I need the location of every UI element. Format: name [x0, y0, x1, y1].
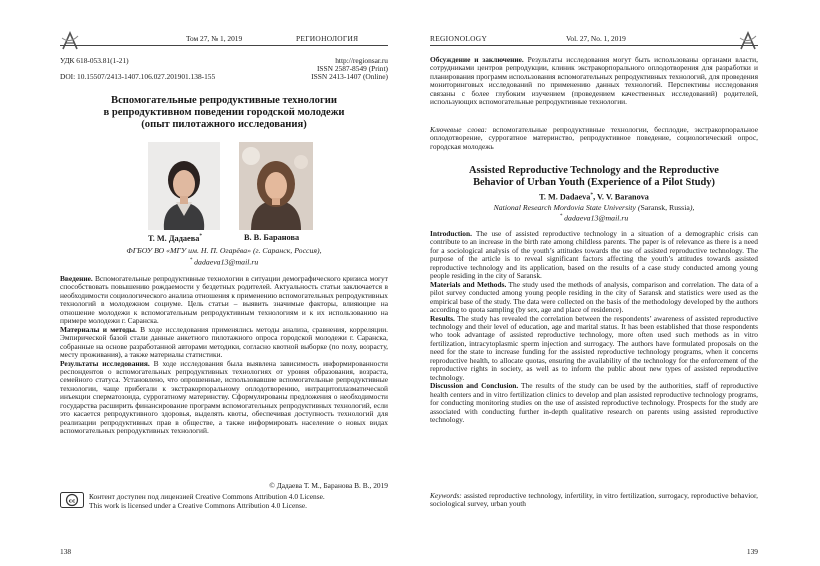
page-number: 139 — [746, 547, 758, 556]
affiliation-en: National Research Mordovia State University (Saransk, Russia), * dadaeva13@mail.ru — [493, 203, 695, 223]
creative-commons-icon[interactable] — [60, 492, 84, 508]
journal-url[interactable]: http://regionsar.ru — [335, 56, 388, 65]
article-title-en — [430, 165, 758, 189]
email-link[interactable]: dadaeva13@mail.ru — [564, 214, 629, 223]
license-text: Контент доступен под лицензией Creative Commons Attribution 4.0 License. This work is licensed under a Creative Commons Attribution 4.0 License. — [89, 492, 325, 510]
issn-online: ISSN 2413-1407 (Online) — [311, 72, 388, 81]
author-1: Т. М. Дадаева* — [148, 233, 203, 243]
title-line: в репродуктивном поведении городской молодежи — [103, 107, 345, 118]
abstract-ru: Введение. Вспомогательные репродуктивные технологии в ситуации демографического кризиса могут способствовать повышению рождаемости у бездетных родителей. Актуальность статьи заключается в необходимости социологического анализа отношения к применению вспомогательных репродуктивных технологий в молодежном социуме. Цель статьи – выявить значимые факторы, влияющие на отношение молодежи к вспомогательным репродуктивным технологиям и к их использованию на примере молодежи г. Саранска. Материалы и методы. В ходе исследования применялись методы анализа, сравнения, корреляции. Эмпирической базой стали данные анкетного пилотажного опроса городской молодежи г. Саранска, собранные на основе разработанной авторами методики, согласно квотной выборке (по полу, возрасту, месту проживания), а также материалы статистики. Результаты исследования. В ходе исследования была выявлена зависимость информированности респондентов о вспомогательных репродуктивных технологиях от уровня образования, возраста, семейного статуса. Установлено, что опрошенные, использовавшие вспомогательные репродуктивные технологии, чаще прибегали к экстракорпоральному оплодотворению, интрацитоплазматической инъекции сперматозоида, суррогатному материнству. Сформулированы предложения о необходимости государства расширить финансирование программ вспомогательных репродуктивных технологий, если это касается репродуктивного здоровья, выделять квоты, обеспечивая доступность технологий для реализации репродуктивных прав в обществе, а также информировать население о новых видах вспомогательных репродуктивных технологий. — [60, 274, 389, 436]
email-link[interactable]: dadaeva13@mail.ru — [194, 257, 259, 267]
header-journal: РЕГИОНОЛОГИЯ — [296, 34, 359, 43]
header-rule — [430, 45, 758, 46]
keywords-label: Keywords: — [430, 491, 462, 500]
discussion-label: Discussion and Conclusion. — [430, 381, 519, 391]
journal-logo-icon — [60, 30, 80, 52]
intro-label: Введение. — [60, 274, 93, 283]
right-page — [410, 0, 820, 566]
authors-en: T. M. Dadaeva*, V. V. Baranova — [539, 192, 649, 202]
title-line: Assisted Reproductive Technology and the Reproductive — [469, 165, 719, 176]
discussion-ru: Обсуждение и заключение. Результаты исследования могут быть использованы органами власти, сотрудниками центров репродукции, клиник экстракорпорального оплодотворения для разработки и планирования программ использования вспомогательных репродуктивных технологий, для проведения мониторинговых исследований по применению данных технологий. Перспективы исследования связаны с более глубоким изучением (проведением качественных исследований) родителей, использующих вспомогательные репродуктивные технологии. — [430, 55, 758, 107]
copyright: © Дадаева Т. М., Баранова В. В., 2019 — [269, 481, 388, 490]
header-volume: Том 27, № 1, 2019 — [186, 34, 243, 43]
discussion-label: Обсуждение и заключение. — [430, 55, 524, 64]
issn-print: ISSN 2587-8549 (Print) — [316, 64, 388, 73]
doi: DOI: 10.15507/2413-1407.106.027.201901.138-155 — [60, 72, 216, 81]
affiliation-ru: ФГБОУ ВО «МГУ им. Н. П. Огарёва» (г. Саранск, Россия), * dadaeva13@mail.ru — [126, 246, 322, 267]
author-2: В. В. Баранова — [244, 233, 300, 242]
keywords-en: Keywords: assisted reproductive technology, infertility, in vitro fertilization, surrogacy, reproductive behavior, sociological survey, urban youth — [430, 491, 758, 509]
journal-logo-icon — [738, 30, 758, 52]
udk: УДК 618-053.81(1-21) — [60, 56, 129, 65]
author-photo-dadaeva — [148, 142, 220, 230]
intro-label: Introduction. — [430, 229, 472, 238]
methods-label: Materials and Methods. — [430, 279, 507, 289]
title-line: (опыт пилотажного исследования) — [141, 119, 307, 130]
results-label: Результаты исследования. — [60, 358, 150, 368]
header-journal: REGIONOLOGY — [430, 34, 488, 43]
abstract-en: Introduction. The use of assisted reproductive technology in a situation of a demographic crisis can contribute to an increase in the birth rate among childless parents. The paper is of relevance as there is a need for a sociological analysis of the youth’s attitudes towards the use of assisted reproductive technology. The purpose of the article is to reveal significant factors affecting the youth’s attitudes towards assisted reproductive technology and its application, based on the results of a case study conducted among young people residing in the city of Saransk. Materials and Methods. The study used the methods of analysis, comparison and correlation. The data of a pilot survey conducted among young people residing in the city of Saransk and statistics were used as the empirical base of the study. The data were collected on the basis of the methodology developed by the authors according to quota sampling (by sex, age and place of residence). Results. The study has revealed the correlation between the respondents’ awareness of assisted reproductive technology and their level of education, age and marital status. It has been established that those respondents who took advantage of assisted reproductive technology, more often used such methods as in vitro fertilization, intracytoplasmic sperm injection and surrogacy. The authors have formulated proposals on the need for the state to increase funding for the assisted reproductive technology programs, when it concerns reproductive health, to allocate quotas, ensuring the availability of the technology for the enforcement of the reproductive rights in society, as well as to inform the public about new types of assisted reproductive technology. Discussion and Conclusion. The results of the study can be used by the authorities, staff of reproductive health centers and in vitro fertilization clinics to develop and plan assisted reproductive technology programs, for conducting monitoring studies on the use of assisted reproductive technology. Prospects for the study are associated with conducting further in-depth qualitative research on parents using assisted reproductive technology. — [430, 229, 758, 424]
keywords-label: Ключевые слова: — [430, 125, 487, 134]
results-label: Results. — [430, 313, 455, 323]
title-line: Вспомогательные репродуктивные технологии — [111, 95, 337, 106]
author-photo-baranova — [239, 142, 313, 230]
header-rule — [60, 45, 388, 46]
title-line: Behavior of Urban Youth (Experience of a Pilot Study) — [473, 177, 715, 188]
header-volume: Vol. 27, No. 1, 2019 — [566, 34, 626, 43]
page-number: 138 — [60, 547, 72, 556]
methods-label: Материалы и методы. — [60, 324, 137, 334]
svg-text:cc: cc — [68, 498, 76, 505]
article-title-ru — [60, 95, 388, 131]
keywords-ru: Ключевые слова: вспомогательные репродуктивные технологии, бесплодие, экстракорпоральное оплодотворение, суррогатное материнство, репродуктивное поведение, социологический опрос, городская молодежь — [430, 125, 758, 151]
